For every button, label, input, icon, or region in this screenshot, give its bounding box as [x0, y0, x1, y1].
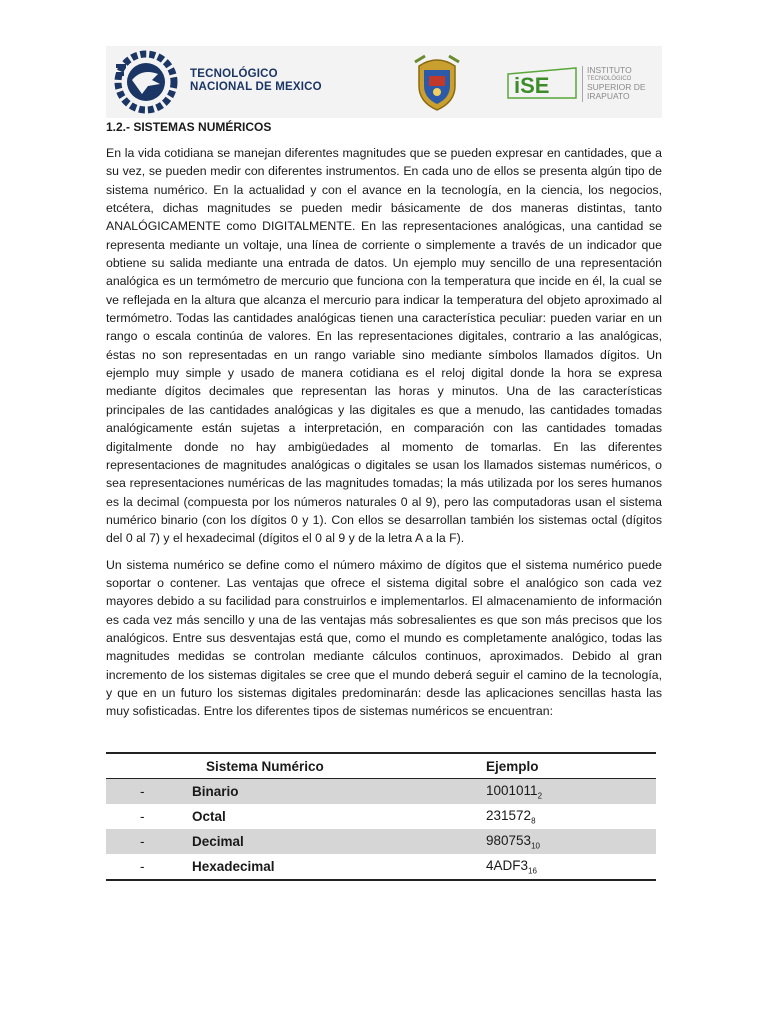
- table-header-row: [106, 753, 656, 779]
- row-dash: -: [106, 829, 164, 854]
- row-example: $231572_8$: [486, 807, 536, 826]
- row-dash: -: [106, 854, 164, 880]
- document-header: [106, 46, 662, 118]
- document-body: [106, 120, 662, 729]
- paragraph-2: Un sistema numérico se define como el número máximo de dígitos que el sistema numérico puede soportar o contener. Las ventajas que ofrece el sistema digital sobre el analógico son cada vez mayores debido a su facilidad para construirlos e implementarlos. El almacenamiento de información es cada vez más sencillo y una de las ventajas más sobresalientes es que son más precisos que los analógicos. Entre sus desventajas está que, como el mundo es completamente analógico, todas las magnitudes medidas se controlan mediante cálculos continuos, aproximados. Debido al gran incremento de los sistemas digitales se cree que el mundo deberá seguir el camino de la tecnología, y que en un futuro los sistemas digitales predominarán: desde las aplicaciones sencillas hasta las muy sofisticadas. Entre los diferentes tipos de sistemas numéricos se encuentran:: [106, 557, 662, 719]
- table-row: [106, 829, 656, 854]
- section-title: 1.2.- SISTEMAS NUMÉRICOS: [106, 120, 272, 134]
- row-example: $4ADF3_{16}$: [486, 854, 656, 880]
- row-system-name: Binario: [164, 779, 486, 805]
- header-example: Ejemplo: [486, 753, 656, 779]
- row-dash: -: [140, 809, 145, 824]
- row-system-name: Decimal: [164, 829, 486, 854]
- number-systems-table: [106, 752, 656, 881]
- tecnm-logo-icon: [112, 50, 182, 114]
- paragraph-1: En la vida cotidiana se manejan diferentes magnitudes que se pueden expresar en cantidades, que a su vez, se pueden medir con diferentes instrumentos. En cada uno de ellos se presenta algún tipo de sistema numérico. En la actualidad y con el avance en la tecnología, en la ciencia, los negocios, etcétera, dichas magnitudes se pueden medir básicamente de dos maneras distintas, tanto ANALÓGICAMENTE como DIGITALMENTE. En las representaciones analógicas, una cantidad se representa mediante un voltaje, una línea de corriente o simplemente a través de un indicador que obtiene su salida mediante una entrada de datos. Un ejemplo muy sencillo de una representación analógica es un termómetro de mercurio que funciona con la temperatura que incide en él, la cual se ve reflejada en la altura que alcanza el mercurio para indicar la temperatura del objeto aproximado al termómetro. Todas las cantidades analógicas tienen una característica peculiar: pueden variar en un rango o escala continúa de valores. En las representaciones digitales, contrario a las analógicas, éstas no son representadas en un rango variable sino mediante símbolos llamados dígitos. Un ejemplo muy simple y usado de manera cotidiana es el reloj digital donde la hora se expresa mediante dígitos decimales que representan las horas y minutos. Una de las características principales de las cantidades analógicas y las digitales es que a menudo, las cantidades tomadas analógicamente están sujetas a interpretación, en comparación con las cantidades tomadas digitalmente donde no hay ambigüedades al momento de tomarlas. En las diferentes representaciones de magnitudes analógicas o digitales se usan los llamados sistemas numéricos, o sea representaciones numéricas de las magnitudes tomadas; la más utilizada por los seres humanos es la decimal (compuesta por los números naturales 0 al 9), pero las computadoras usan el sistema numérico binario (con los dígitos 0 y 1). Con ellos se desarrollan también los sistemas octal (dígitos del 0 al 7) y el hexadecimal (dígitos el 0 al 9 y de la letra A a la F).: [106, 146, 662, 546]
- table-row: [106, 804, 656, 829]
- institution-name: TECNOLÓGICO NACIONAL DE MEXICO: [190, 68, 322, 93]
- table-row: [106, 779, 656, 805]
- row-system-name: Octal: [192, 809, 226, 824]
- itesi-name: INSTITUTO TECNOLÓGICO SUPERIOR DE IRAPUATO: [582, 66, 646, 102]
- row-example: $1001011_2$: [486, 779, 656, 805]
- ise-logo-icon: [506, 66, 580, 100]
- coat-of-arms-icon: [411, 52, 463, 112]
- ise-text: iSE: [514, 73, 550, 98]
- table-row: [106, 854, 656, 880]
- header-system: Sistema Numérico: [106, 753, 486, 779]
- row-dash: -: [106, 779, 164, 805]
- row-system-name: Hexadecimal: [164, 854, 486, 880]
- row-example: $980753_{10}$: [486, 829, 656, 854]
